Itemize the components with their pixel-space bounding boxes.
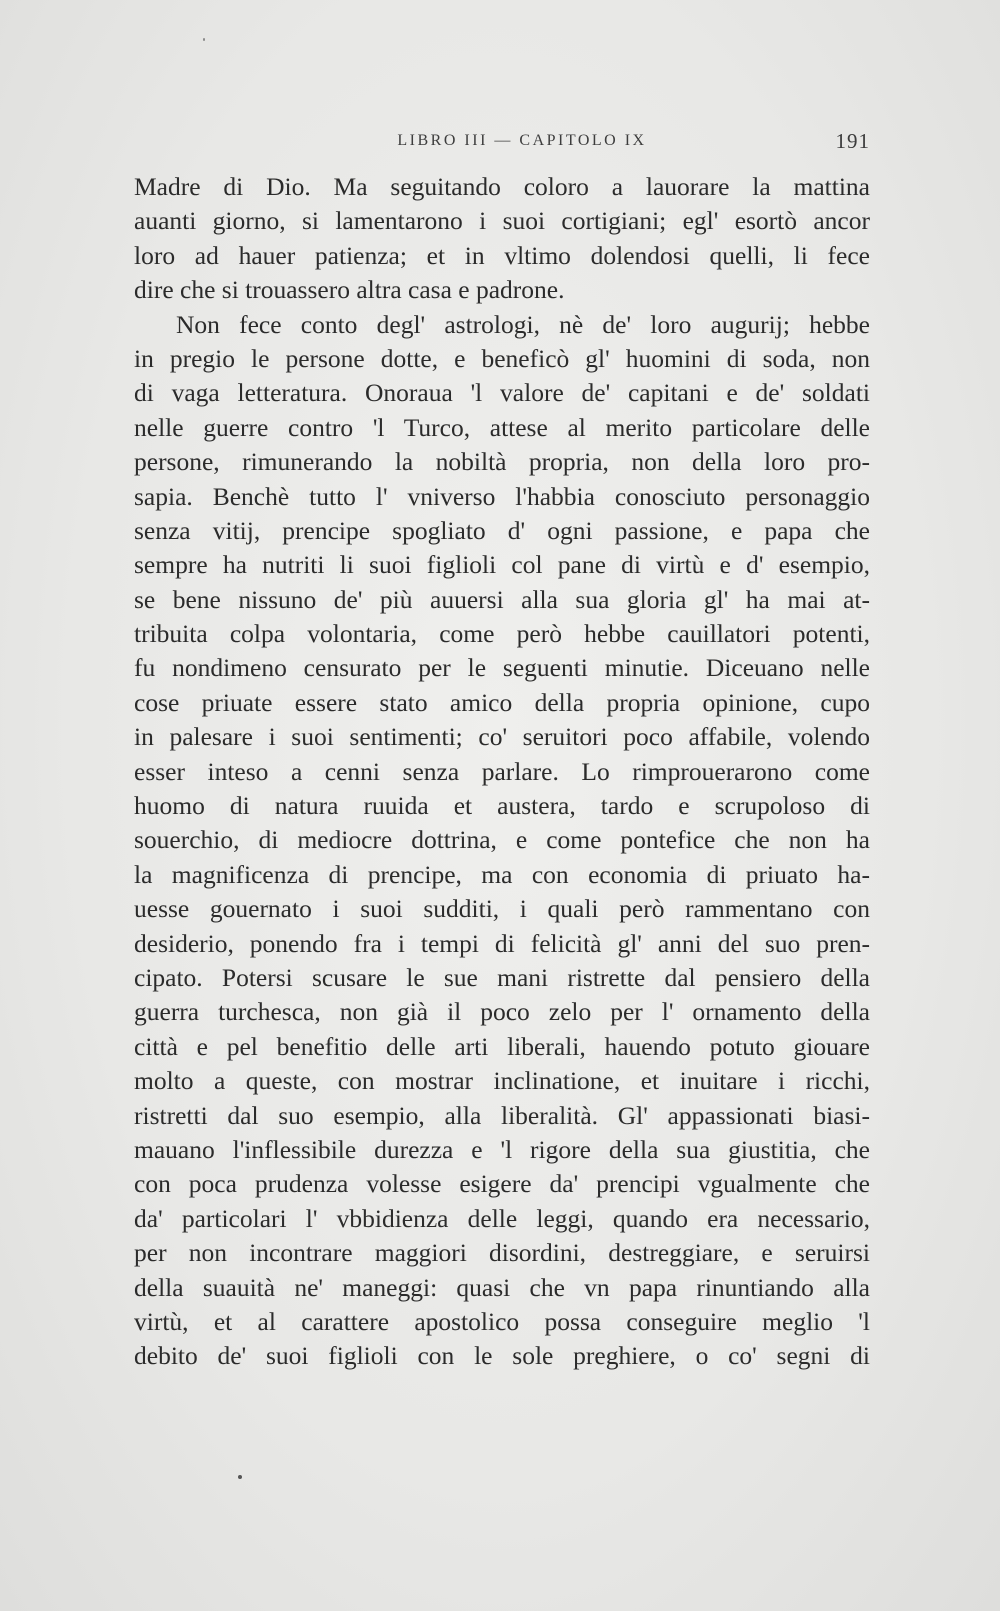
- text-line: città e pel benefitio delle arti liberali, hauendo potuto giouare: [134, 1031, 870, 1061]
- running-head: [134, 129, 870, 158]
- text-line: nelle guerre contro 'l Turco, attese al merito particolare delle: [134, 412, 870, 442]
- text-line: mauano l'inflessibile durezza e 'l rigore della sua giustitia, che: [134, 1134, 870, 1164]
- text-line: dire che si trouassero altra casa e padrone.: [134, 275, 565, 305]
- text-line: sempre ha nutriti li suoi figlioli col pane di virtù e d' esempio,: [134, 550, 870, 580]
- text-line: in palesare i suoi sentimenti; co' seruitori poco affabile, volendo: [134, 722, 870, 752]
- running-title: LIBRO III — CAPITOLO IX: [397, 132, 647, 149]
- text-line: desiderio, ponendo fra i tempi di felicità gl' anni del suo pren-: [134, 928, 870, 958]
- text-line: molto a queste, con mostrar inclinatione, et inuitare i ricchi,: [134, 1066, 870, 1096]
- text-line: cose priuate essere stato amico della propria opinione, cupo: [134, 687, 870, 717]
- ink-speck: [203, 38, 205, 41]
- text-line: souerchio, di mediocre dottrina, e come pontefice che non ha: [134, 825, 870, 855]
- text-line: Non fece conto degl' astrologi, nè de' loro augurij; hebbe: [176, 309, 870, 339]
- text-line: huomo di natura ruuida et austera, tardo e scrupoloso di: [134, 791, 870, 821]
- text-line: per non incontrare maggiori disordini, destreggiare, e seruirsi: [134, 1238, 870, 1268]
- text-line: debito de' suoi figlioli con le sole preghiere, o co' segni di: [134, 1341, 870, 1371]
- text-line: virtù, et al carattere apostolico possa conseguire meglio 'l: [134, 1306, 870, 1336]
- text-line: fu nondimeno censurato per le seguenti minutie. Diceuano nelle: [134, 653, 870, 683]
- text-line: di vaga letteratura. Onoraua 'l valore de' capitani e de' soldati: [134, 378, 870, 408]
- ink-speck: [238, 1475, 242, 1479]
- text-line: tribuita colpa volontaria, come però hebbe cauillatori potenti,: [134, 619, 870, 649]
- body-text: [134, 170, 870, 1374]
- text-line: persone, rimunerando la nobiltà propria, non della loro pro-: [134, 447, 870, 477]
- text-line: da' particolari l' vbbidienza delle leggi, quando era necessario,: [134, 1203, 870, 1233]
- page-number: 191: [835, 129, 870, 153]
- text-line: esser inteso a cenni senza parlare. Lo rimprouerarono come: [134, 756, 870, 786]
- text-line: Madre di Dio. Ma seguitando coloro a lauorare la mattina: [134, 172, 870, 201]
- text-line: della suauità ne' maneggi: quasi che vn papa rinuntiando alla: [134, 1272, 870, 1302]
- text-line: guerra turchesca, non già il poco zelo per l' ornamento della: [134, 997, 870, 1027]
- text-line: sapia. Benchè tutto l' vniverso l'habbia conosciuto personaggio: [134, 481, 870, 511]
- text-line: se bene nissuno de' più auuersi alla sua gloria gl' ha mai at-: [134, 584, 870, 614]
- text-line: uesse gouernato i suoi sudditi, i quali però rammentano con: [134, 894, 870, 924]
- text-line: cipato. Potersi scusare le sue mani ristrette dal pensiero della: [134, 962, 870, 992]
- text-line: auanti giorno, si lamentarono i suoi cortigiani; egl' esortò ancor: [134, 206, 870, 236]
- text-line: loro ad hauer patienza; et in vltimo dolendosi quelli, li fece: [134, 240, 870, 270]
- text-line: la magnificenza di prencipe, ma con economia di priuato ha-: [134, 859, 870, 889]
- text-line: senza vitij, prencipe spogliato d' ogni passione, e papa che: [134, 515, 870, 545]
- text-line: ristretti dal suo esempio, alla liberalità. Gl' appassionati biasi-: [134, 1100, 870, 1130]
- text-line: con poca prudenza volesse esigere da' prencipi vgualmente che: [134, 1169, 870, 1199]
- text-line: in pregio le persone dotte, e beneficò gl' huomini di soda, non: [134, 343, 870, 373]
